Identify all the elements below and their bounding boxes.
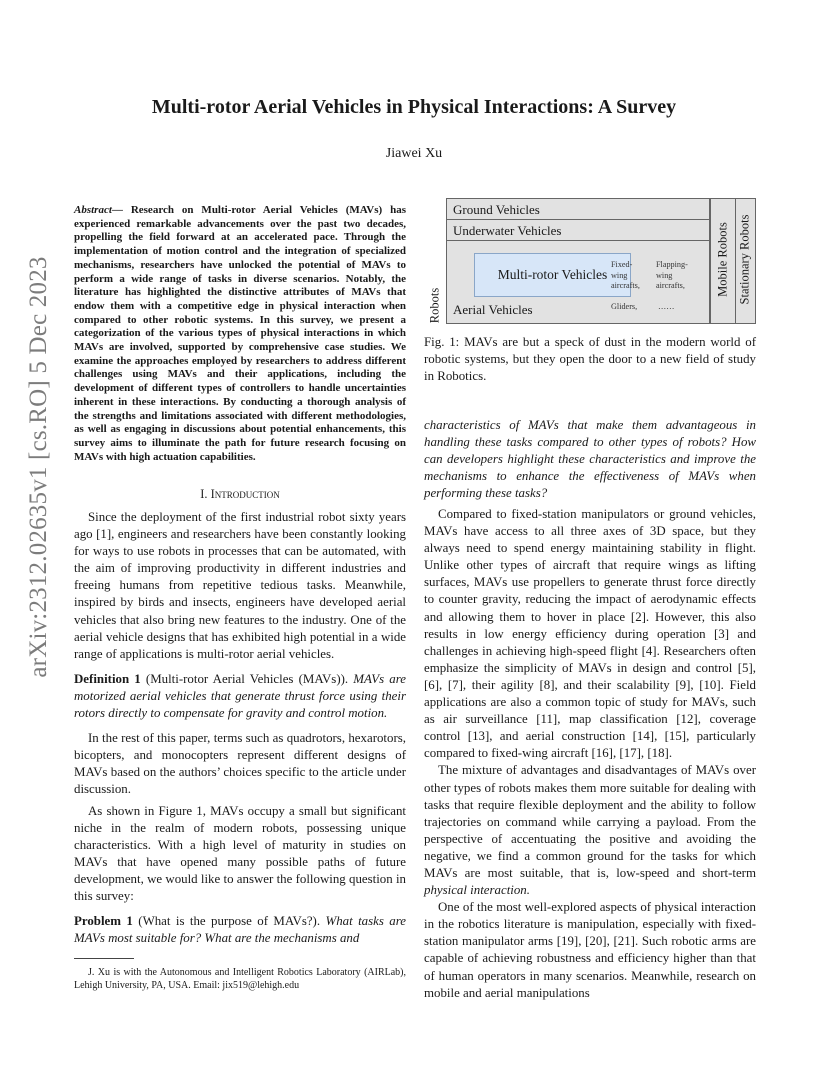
paper-title: Multi-rotor Aerial Vehicles in Physical Interactions: A Survey	[151, 96, 677, 118]
intro-body	[74, 509, 406, 947]
intro-paragraph-2: In the rest of this paper, terms such as quadrotors, hexarotors, bicopters, and monocopters represent different designs of MAVs based on the authors’ choices specific to the article under discussion.	[74, 731, 406, 797]
fixed-wing-label: Fixed-wing aircrafts,	[611, 260, 640, 290]
abstract-dash: —	[111, 204, 131, 216]
figure-1	[424, 198, 756, 324]
abstract-label: Abstract	[74, 204, 112, 216]
paper-author: Jiawei Xu	[385, 146, 443, 161]
definition-block	[74, 671, 406, 722]
problem-block	[74, 913, 406, 947]
definition-name: (Multi-rotor Aerial Vehicles (MAVs)).	[140, 671, 349, 686]
robots-label: Robots	[427, 287, 442, 324]
problem-label: Problem 1	[74, 914, 133, 929]
right-paragraph-3: One of the most well-explored aspects of physical interaction in the robotics literature is manipulation, especially with fixed-station manipulator arms [19], [20], [21]. Such robotic arms are capable of achieving robustness and efficiency higher than that of human operators in many scenarios. Meanwhile, research on mobile and aerial manipulations	[424, 900, 756, 1000]
underwater-vehicles-label: Underwater Vehicles	[453, 223, 562, 238]
footnote-text: J. Xu is with the Autonomous and Intelligent Robotics Laboratory (AIRLab), Lehigh University, PA, USA. Email: jix519@lehigh.edu	[74, 967, 406, 991]
problem-continuation	[424, 417, 756, 502]
intro-paragraph-3: As shown in Figure 1, MAVs occupy a small but significant niche in the realm of modern robots, possessing unique characteristics. With a high level of maturity in studies on MAVs that have opened many possible paths of future development, we would like to answer the following question in this survey:	[74, 803, 406, 903]
definition-label: Definition 1	[74, 671, 141, 686]
right-body	[424, 506, 756, 1002]
flapping-wing-label: Flapping-wing aircrafts,	[656, 260, 688, 290]
right-paragraph-2	[424, 762, 756, 899]
intro-paragraph-1: Since the deployment of the first industrial robot sixty years ago [1], engineers and researchers have been constantly looking for ways to use robots in processes that can be automated, with the aim of improving productivity in different industries and freeing humans from repetitive tedious tasks. Meanwhile, inspired by birds and insects, engineers have developed aerial vehicles that also bring new features to the industry. One of the aerial vehicle designs that has exhibited high potential in a wide range of applications is multi-rotor aerial vehicles.	[74, 510, 406, 661]
right-paragraph-2-emphasis: physical interaction.	[424, 883, 530, 898]
aerial-vehicles-label: Aerial Vehicles	[453, 302, 533, 317]
section-heading	[74, 486, 406, 503]
mobile-robots-label: Mobile Robots	[715, 222, 730, 297]
footnote	[74, 966, 406, 992]
right-paragraph-2-text: The mixture of advantages and disadvantages of MAVs over other types of robots makes them more suitable for dealing with tasks that require flexible deployment and the ability to follow trajectories on command while carrying a payload. From the perspective of accentuating the positive and avoiding the negative, we find a common ground for the tasks for which MAVs are most suitable, that is, low-speed and short-term	[424, 763, 756, 880]
section-title: Introduction	[210, 487, 280, 501]
problem-text-right: characteristics of MAVs that make them advantageous in handling these tasks compared to other types of robots? How can developers highlight these characteristics and improve the mechanisms to enhance the effectiveness of MAVs when performing these tasks?	[424, 418, 756, 501]
abstract-text: Research on Multi-rotor Aerial Vehicles (MAVs) has experienced remarkable advancements over the past two decades, propelling the field forward at an accelerated pace. Through the implementation of motion control and the integration of specialized mechanisms, researchers have unlocked the potential of MAVs to perform a wide range of tasks in diverse scenarios. Notably, the literature has highlighted the distinctive attributes of MAVs that endow them with a competitive edge in physical interaction when compared to other robotic systems. In this survey, we present a categorization of the various types of physical interactions in which MAVs are involved, supported by comprehensive case studies. We examine the approaches employed by researchers to address different challenges using MAVs and their applications, including the development of different types of controllers to handle uncertainties inherent in these interactions. By conducting a thorough analysis of the strengths and limitations associated with different methodologies, as well as engaging in discussions about potential enhancements, this survey aims to illuminate the path for future research focusing on MAVs with high actuation capabilities.	[74, 204, 407, 463]
footnote-rule	[74, 958, 134, 959]
figure-caption: Fig. 1: MAVs are but a speck of dust in the modern world of robotic systems, but they open the door to a new field of study in Robotics.	[424, 335, 756, 384]
ground-vehicles-label: Ground Vehicles	[453, 202, 540, 217]
robots-left-border	[446, 198, 447, 324]
abstract	[74, 204, 406, 464]
definition-text: MAVs are motorized aerial vehicles that generate thrust force using their rotors directly to compensate for gravity and control motion.	[74, 671, 406, 721]
section-number: I.	[200, 487, 211, 501]
arxiv-id-text: arXiv:2312.02635v1 [cs.RO] 5 Dec 2023	[25, 256, 52, 678]
ellipsis-label: ……	[658, 302, 675, 311]
problem-name: (What is the purpose of MAVs?).	[132, 914, 321, 929]
problem-text-left: What tasks are MAVs most suitable for? What are the mechanisms and	[74, 914, 406, 946]
stationary-robots-label: Stationary Robots	[737, 214, 752, 305]
gliders-label: Gliders,	[611, 302, 638, 311]
mav-label: Multi-rotor Vehicles	[497, 267, 608, 282]
right-paragraph-1: Compared to fixed-station manipulators or ground vehicles, MAVs have access to all three axes of 3D space, but they always need to spend energy maintaining stability in flight. Unlike other types of aircraft that require wings as lifting surfaces, MAVs use propellers to generate thrust force directly to counter gravity, reducing the impact of aerodynamic effects and allowing them to hover in place [2]. However, this also results in low energy efficiency during operation [3] and challenges in achieving high-speed flight [4]. Researchers often emphasize the simplicity of MAVs in design and control [5], [6], [7], their agility [8], and their scalability [9], [10]. Field applications are also a common topic of study for MAVs, such as air surveillance [11], map classification [12], coverage control [13], and aerial construction [14], [15], particularly compared to fixed-wing aircraft [16], [17], [18].	[424, 507, 756, 761]
arxiv-side-label	[19, 256, 59, 678]
